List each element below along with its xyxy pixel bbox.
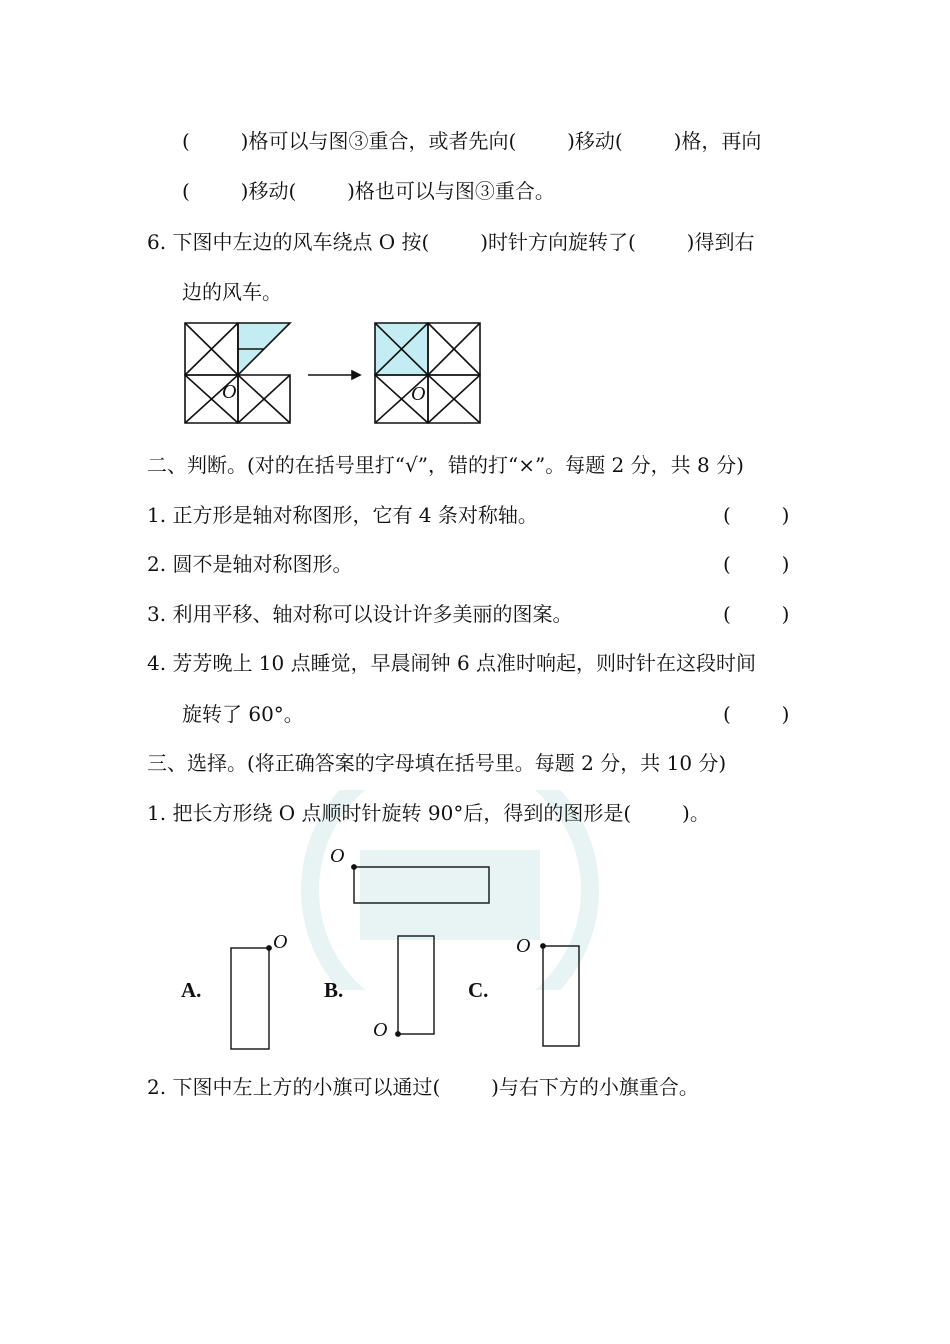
choice-question-2: 2. 下图中左上方的小旗可以通过( )与右下方的小旗重合。 [147, 1075, 699, 1099]
choice-question-1: 1. 把长方形绕 O 点顺时针旋转 90°后，得到的图形是( )。 [147, 801, 710, 825]
rotation-figure [170, 840, 610, 1060]
judge-paren-2[interactable]: ( ) [723, 552, 790, 576]
question-6: 6. 下图中左边的风车绕点 O 按( )时针方向旋转了( )得到右 [147, 230, 755, 254]
original-o-label: O [330, 845, 345, 867]
judge-item-4-cont: 旋转了 60°。 [182, 702, 304, 726]
option-a-label[interactable]: A. [181, 978, 202, 1002]
judge-paren-1[interactable]: ( ) [723, 503, 790, 527]
option-b-rectangle [398, 936, 434, 1034]
section2-title: 二、判断。(对的在括号里打“√”，错的打“×”。每题 2 分，共 8 分) [147, 453, 744, 477]
judge-paren-3[interactable]: ( ) [723, 602, 790, 626]
judge-item-3: 3. 利用平移、轴对称可以设计许多美丽的图案。 [147, 602, 573, 626]
windmill-left-o-label: O [222, 381, 237, 403]
blank-line-1: ( )格可以与图③重合，或者先向( )移动( )格，再向 [182, 129, 762, 153]
question-6-cont: 边的风车。 [182, 280, 282, 304]
option-c-rectangle [543, 946, 579, 1046]
original-rectangle [354, 867, 489, 903]
windmill-right-o-label: O [411, 383, 426, 405]
option-a-rectangle [231, 948, 269, 1049]
judge-item-1: 1. 正方形是轴对称图形，它有 4 条对称轴。 [147, 503, 538, 527]
judge-paren-4[interactable]: ( ) [723, 702, 790, 726]
judge-item-4: 4. 芳芳晚上 10 点睡觉，早晨闹钟 6 点准时响起，则时针在这段时间 [147, 651, 757, 675]
judge-item-2: 2. 圆不是轴对称图形。 [147, 552, 353, 576]
option-a-o-label: O [273, 931, 288, 953]
section3-title: 三、选择。(将正确答案的字母填在括号里。每题 2 分，共 10 分) [147, 751, 727, 775]
blank-line-2: ( )移动( )格也可以与图③重合。 [182, 179, 555, 203]
option-b-label[interactable]: B. [324, 978, 344, 1002]
option-c-o-label: O [516, 935, 531, 957]
option-c-label[interactable]: C. [468, 978, 489, 1002]
option-b-o-label: O [373, 1019, 388, 1041]
windmill-figure [180, 318, 500, 428]
